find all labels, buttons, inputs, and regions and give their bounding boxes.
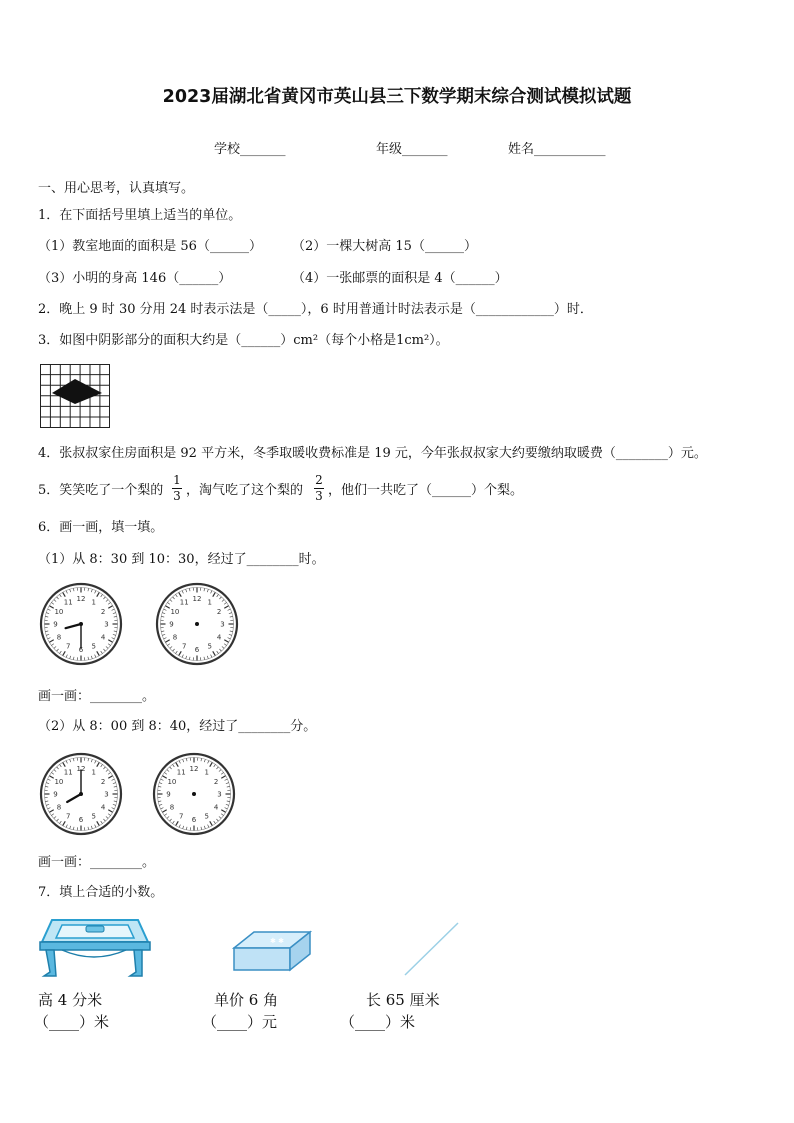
clock-number: 8 <box>172 633 178 642</box>
question-1c: （3）小明的身高 146（______） <box>38 271 232 286</box>
clock-number: 3 <box>217 790 222 799</box>
clock-face-blank-1 <box>153 583 241 665</box>
clock-number: 3 <box>220 620 225 629</box>
clock-number: 7 <box>182 642 187 651</box>
clock-number: 8 <box>56 803 62 812</box>
clock-number: 8 <box>169 803 175 812</box>
line-length-blank: （____）米 <box>340 1013 416 1031</box>
clock-face-800 <box>37 753 125 835</box>
clock-number: 11 <box>176 768 186 777</box>
clock-number: 12 <box>76 765 86 774</box>
clock-number: 6 <box>194 646 200 655</box>
clock-number: 1 <box>91 768 96 777</box>
clock-number: 3 <box>104 620 109 629</box>
eraser-price-label: 单价 6 角 <box>214 991 279 1009</box>
question-6-sub2: （2）从 8：00 到 8：40，经过了________分。 <box>38 719 317 734</box>
table-height-blank: （____）米 <box>34 1013 110 1031</box>
clock-number: 11 <box>63 598 73 607</box>
clock-number: 7 <box>66 812 71 821</box>
fraction-two-thirds <box>314 474 324 503</box>
question-6-sub1: （1）从 8：30 到 10：30，经过了________时。 <box>38 552 325 567</box>
fraction-denominator: 3 <box>315 489 323 503</box>
question-5-part3: ，他们一共吃了（______）个梨。 <box>328 483 524 498</box>
clock-face-blank-2 <box>150 753 238 835</box>
question-1a: （1）教室地面的面积是 56（______） <box>38 239 262 254</box>
clock-number: 11 <box>63 768 73 777</box>
clock-number: 5 <box>207 642 212 651</box>
svg-text:✱ ✱: ✱ ✱ <box>270 937 284 945</box>
shaded-grid-figure <box>40 364 110 428</box>
clock-number: 7 <box>66 642 71 651</box>
clock-number: 6 <box>78 816 84 825</box>
clock-number: 5 <box>91 812 96 821</box>
clock-number: 10 <box>167 777 177 786</box>
question-1b: （2）一棵大树高 15（______） <box>292 239 477 254</box>
section-heading: 一、用心思考，认真填写。 <box>38 181 195 196</box>
clock-number: 9 <box>53 790 58 799</box>
draw-answer-1: 画一画：________。 <box>38 689 156 704</box>
fraction-denominator: 3 <box>173 489 181 503</box>
clock-face-830 <box>37 583 125 665</box>
question-3: 3．如图中阴影部分的面积大约是（______）cm²（每个小格是1cm²）。 <box>38 333 449 348</box>
clock-number: 9 <box>169 620 174 629</box>
draw-answer-2: 画一画：________。 <box>38 855 156 870</box>
question-1d: （4）一张邮票的面积是 4（______） <box>292 271 508 286</box>
clock-number: 4 <box>100 633 106 642</box>
clock-number: 5 <box>204 812 209 821</box>
question-6-stem: 6．画一画，填一填。 <box>38 520 164 535</box>
clock-number: 9 <box>166 790 171 799</box>
clock-number: 10 <box>54 777 64 786</box>
fraction-one-third <box>172 474 182 503</box>
clock-number: 5 <box>91 642 96 651</box>
eraser-price-blank: （____）元 <box>202 1013 278 1031</box>
question-2: 2．晚上 9 时 30 分用 24 时表示法是（_____），6 时用普通计时法表示是（____________）时． <box>38 302 593 317</box>
eraser-picture <box>232 928 312 974</box>
fraction-numerator: 2 <box>315 473 323 487</box>
clock-number: 10 <box>54 607 64 616</box>
page-title: 2023届湖北省黄冈市英山县三下数学期末综合测试模拟试题 <box>162 87 632 107</box>
clock-number: 6 <box>191 816 197 825</box>
table-height-label: 高 4 分米 <box>38 991 103 1009</box>
line-segment-picture <box>400 920 462 978</box>
clock-number: 12 <box>192 595 202 604</box>
clock-number: 6 <box>78 646 84 655</box>
clock-number: 8 <box>56 633 62 642</box>
clock-number: 4 <box>100 803 106 812</box>
clock-number: 4 <box>213 803 219 812</box>
question-5-part2: ，淘气吃了这个梨的 <box>186 483 304 498</box>
name-field: 姓名___________ <box>508 142 606 157</box>
clock-number: 9 <box>53 620 58 629</box>
clock-number: 12 <box>76 595 86 604</box>
clock-number: 2 <box>100 607 106 616</box>
clock-number: 10 <box>170 607 180 616</box>
fraction-numerator: 1 <box>173 473 181 487</box>
clock-number: 2 <box>216 607 222 616</box>
table-picture <box>38 918 150 982</box>
clock-number: 1 <box>207 598 212 607</box>
clock-number: 1 <box>91 598 96 607</box>
clock-number: 1 <box>204 768 209 777</box>
clock-number: 2 <box>100 777 106 786</box>
clock-number: 12 <box>189 765 199 774</box>
clock-number: 7 <box>179 812 184 821</box>
question-4: 4．张叔叔家住房面积是 92 平方米，冬季取暖收费标准是 19 元，今年张叔叔家大约要缴纳取暖费（________）元。 <box>38 446 707 461</box>
question-7-stem: 7．填上合适的小数。 <box>38 885 164 900</box>
line-length-label: 长 65 厘米 <box>366 991 440 1009</box>
grade-field: 年级_______ <box>376 142 448 157</box>
clock-number: 4 <box>216 633 222 642</box>
clock-number: 3 <box>104 790 109 799</box>
clock-number: 11 <box>179 598 189 607</box>
question-5-part1: 5．笑笑吃了一个梨的 <box>38 483 164 498</box>
question-1-stem: 1．在下面括号里填上适当的单位。 <box>38 208 242 223</box>
school-field: 学校_______ <box>214 142 286 157</box>
clock-number: 2 <box>213 777 219 786</box>
